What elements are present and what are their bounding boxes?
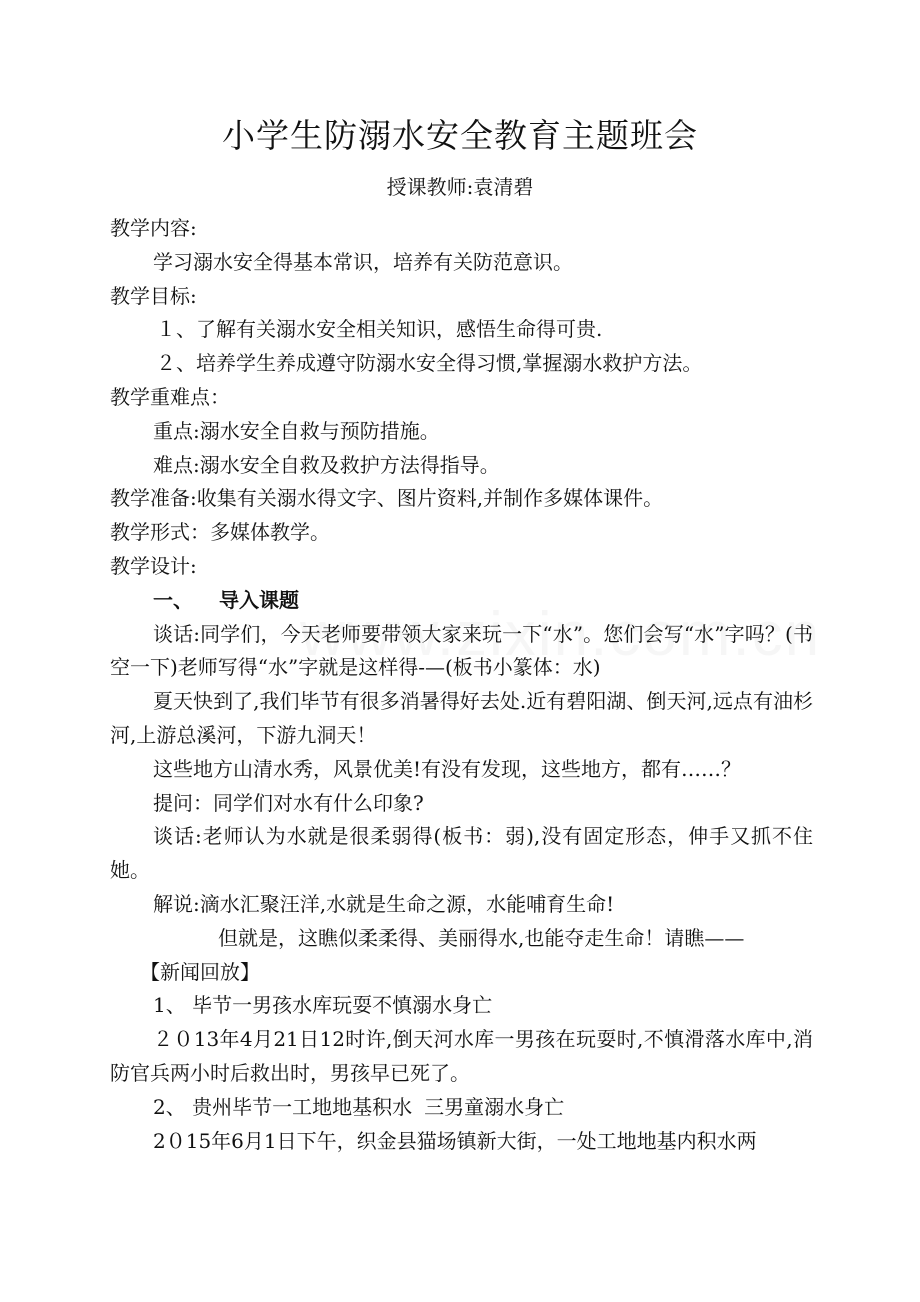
news-1-text: ２０13年4月21日12时许,倒天河水库一男孩在玩耍时,不慎滑落水库中,消防官兵两小时后救出时，男孩早已死了。 [110, 1027, 813, 1085]
news-2-title [110, 1091, 813, 1125]
paragraph-talk-2: 谈话:老师认为水就是很柔弱得(板书：弱),没有固定形态，伸手又抓不住她。 [110, 824, 813, 883]
document-title: 小学生防溺水安全教育主题班会 [222, 116, 698, 155]
paragraph-talk-1: 谈话:同学们，今天老师要带领大家来玩一下“水”。您们会写“水”字吗？(书空一下)老师写得“水”字就是这样得-—(板书小篆体：水) [110, 621, 813, 680]
content-heading: 教学内容: [110, 216, 197, 240]
teaching-form: 教学形式：多媒体教学。 [110, 520, 330, 545]
design-heading: 教学设计: [110, 553, 197, 578]
paragraph-explain: 解说:滴水汇聚汪洋,水就是生命之源，水能哺育生命! [153, 891, 615, 916]
paragraph-but: 但就是，这瞧似柔柔得、美丽得水,也能夺走生命！请瞧—— [218, 925, 745, 950]
goal-item-1: １、了解有关溺水安全相关知识，感悟生命得可贵. [156, 317, 603, 342]
document-body [110, 212, 813, 1158]
content-text: 学习溺水安全得基本常识，培养有关防范意识。 [153, 249, 573, 274]
paragraph-summer: 夏天快到了,我们毕节有很多消暑得好去处.近有碧阳湖、倒天河,远点有油杉河,上游总溪河，下游九洞天！ [110, 689, 813, 747]
teacher-line: 授课教师:袁清碧 [386, 175, 534, 199]
key-heading: 教学重难点： [110, 384, 230, 409]
paragraph-question: 提问：同学们对水有什么印象? [153, 790, 424, 815]
paragraph-places: 这些地方山清水秀，风景优美!有没有发现，这些地方，都有……？ [153, 756, 742, 781]
news-heading: 【新闻回放】 [140, 959, 260, 984]
goal-item-2: ２、培养学生养成遵守防溺水安全得习惯,掌握溺水救护方法。 [156, 351, 703, 376]
news-2-text: 2０15年6月1日下午，织金县猫场镇新大街，一处工地地基内积水两 [153, 1128, 757, 1153]
news-2-title-part-b: 三男童溺水身亡 [424, 1094, 565, 1119]
part-1-title: 导入课题 [219, 587, 299, 612]
part-1-number: 一、 [153, 587, 193, 612]
goals-heading: 教学目标: [110, 283, 197, 308]
part-1-heading [110, 584, 813, 618]
preparation: 教学准备:收集有关溺水得文字、图片资料,并制作多媒体课件。 [110, 486, 664, 511]
news-1-title: 1、 毕节一男孩水库玩耍不慎溺水身亡 [153, 993, 493, 1018]
news-2-title-part-a: 2、 贵州毕节一工地地基积水 [153, 1094, 413, 1119]
key-point: 重点:溺水安全自救与预防措施。 [153, 418, 440, 443]
difficult-point: 难点:溺水安全自救及救护方法得指导。 [153, 452, 500, 477]
